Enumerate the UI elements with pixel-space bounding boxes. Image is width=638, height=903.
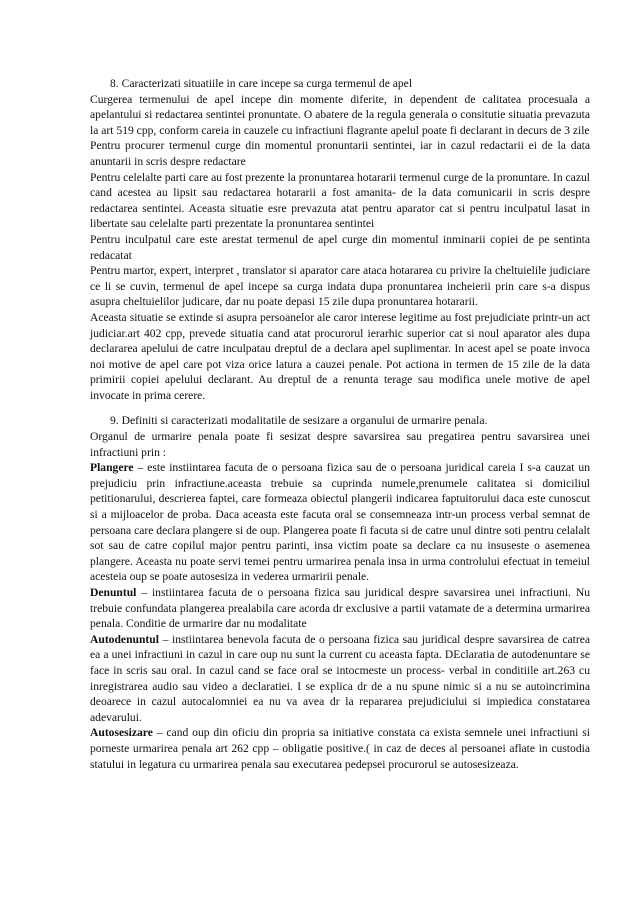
term-plangere: Plangere	[90, 461, 134, 475]
term-denuntul: Denuntul	[90, 586, 137, 599]
question-9-heading: 9. Definiti si caracterizati modalitatile de sesizare a organului de urmarire penala.	[110, 414, 488, 428]
section-spacer	[90, 403, 590, 413]
question-8-heading: 8. Caracterizati situatiile in care incepe sa curga termenul de apel	[110, 77, 413, 90]
q8-paragraph-2: Pentru procurer termenul curge din momentul pronuntarii sentintei, iar in cazul redactarii ei de la data anuntarii in scris despre redactare	[90, 139, 590, 168]
q8-paragraph-5: Pentru martor, expert, interpret , translator si aparator care ataca hotararea cu privire la cheltuielile judiciare ce li se cuvin, termenul de apel incepe sa curga indata dupa pronuntarea incheierii prin care s-a dispus asupra cheltuielilor judicare, dar nu poate depasi 15 zile dupa pronuntarea hotararii.	[90, 264, 590, 309]
q8-paragraph-6: Aceasta situatie se extinde si asupra persoanelor ale caror interese legitime au fost prejudiciate printr-un act judiciar.art 402 cpp, prevede situatia cand atat procurorul ierarhic superior cat si noul aparator ales dupa declararea apelului de catre inculpatau dreptul de a declara apel suplimentar. In acest apel se poate invoca noi motive de apel care pot viza orice latura a cauzei penale. Pot actiona in termen de 15 zile de la data primirii copiei apelului declarant. Au dreptul de a renunta terage sau modifica unele motive de apel invocate in prima cerere.	[90, 310, 590, 402]
definition-plangere: – este instiintarea facuta de o persoana fizica sau de o persoana juridical careia I s-a cauzat un prejudiciu prin infractiune.aceasta trebuie sa cuprinda numele,prenumele calitatea si domiciliul petitionarului, descrierea faptei, care formeaza obiectul plangerii indicarea faptuitorului daca este cunoscut si a mijloacelor de proba. Daca aceasta este facuta oral se consemneaza intr-un process verbal semnat de persoana care declara plangere si de oup. Plangerea poate fi facuta si de catre unul dintre soti pentru celalalt sot sau de catre copilul major pentru parinti, insa victim poate sa declare ca nu insuseste o asemenea plangere. Aceasta nu poate servi temei pentru urmarirea penala insa in urma controlului efectuat in temeiul acesteia oup se poate autosesiza in vederea urmaririi penale.	[90, 461, 590, 584]
q8-paragraph-3: Pentru celelalte parti care au fost prezente la pronuntarea hotararii termenul curge de la pronuntare. In cazul cand acestea au lipsit sau redactarea hotararii a fost amanita- de la data comunicarii in scris despre redactarea sentintei. Aceasta situatie esre prevazuta atat pentru aparator cat si pentru inculpatul lasat in libertate sau celelalte parti prezentate la pronuntarea sentintei	[90, 170, 590, 231]
definition-autodenuntul: – instiintarea benevola facuta de o persoana fizica sau juridical despre savarsirea de catrea ea a unei infractiuni in cazul in care oup nu sunt la current cu aceasta fapta. DEclaratia de autodenuntare se face in scris sau oral. In cazul cand se face oral se intocmeste un process- verbal in conditiile art.263 cu inregistrarea audio sau video a declaratiei. I se explica dr de a nu spune nimic si a nu se autoincrimina deoarece in cazul autocalomniei ea nu va avea dr la repararea prejudiciului si impiedica constatarea adevarului.	[90, 632, 590, 724]
term-autodenuntul: Autodenuntul	[90, 632, 159, 646]
definition-denuntul: – instiintarea facuta de o persoana fizica sau juridical despre savarsirea unei infractiuni. Nu trebuie confundata plangerea prealabila care acorda dr exclusive a partii vatamate de a determina urmarirea penala. Conditie de urmarire dar nu modalitate	[90, 586, 590, 631]
q8-paragraph-4: Pentru inculpatul care este arestat termenul de apel curge din momentul inminarii copiei de pe sentinta redacatat	[90, 232, 590, 262]
q9-intro: Organul de urmarire penala poate fi sesizat despre savarsirea sau pregatirea pentru savarsirea unei infractiuni prin :	[90, 430, 590, 459]
q9-item-denuntul	[90, 585, 590, 632]
q9-item-autodenuntul	[90, 632, 590, 726]
q8-paragraph-1: Curgerea termenului de apel incepe din momente diferite, in dependent de calitatea procesuala a apelantului si redactarea sentintei pronuntate. O abatere de la regula generala o consitutie situatia prevazuta la art 519 cpp, conform careia in cauzele cu infractiuni flagrante apelul poate fi declarant in decurs de 3 zile	[90, 92, 590, 137]
definition-autosesizare: – cand oup din oficiu din propria sa initiative constata ca exista semnele unei infractiuni si porneste urmarirea penala art 262 cpp – obligatie positive.( in caz de deces al persoanei aflate in custodia statului in legatura cu urmarirea penala sau executarea pedepsei procurorul se autosesizeaza.	[90, 726, 590, 771]
q9-item-plangere	[90, 460, 590, 585]
term-autosesizare: Autosesizare	[90, 726, 153, 740]
document-page	[90, 76, 590, 772]
q9-item-autosesizare	[90, 725, 590, 772]
